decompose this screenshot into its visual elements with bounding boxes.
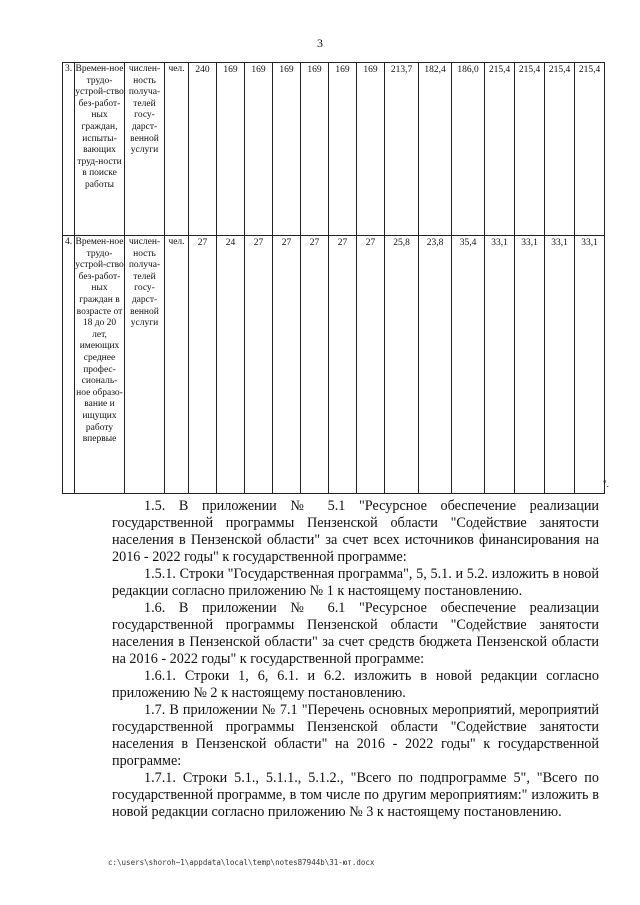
- table-row: [63, 63, 605, 236]
- table-cell: 33,1: [545, 236, 575, 494]
- paragraph-1-6-1: 1.6.1. Строки 1, 6, 6.1. и 6.2. изложить в новой редакции согласно приложению № 2 к настоящему постановлению.: [112, 668, 599, 701]
- table-cell: 27: [273, 236, 301, 494]
- row-indicator: числен-ность получа-телей госу-дарст-венной услуги: [125, 236, 165, 494]
- table-cell: 169: [273, 63, 301, 236]
- footer-file-path: c:\users\shoroh~1\appdata\local\temp\notes87944b\31-ют.docx: [108, 858, 375, 867]
- row-indicator: числен-ность получа-телей госу-дарст-венной услуги: [125, 63, 165, 236]
- table-cell: 215,4: [545, 63, 575, 236]
- row-unit: чел.: [165, 236, 189, 494]
- table-cell: 25,8: [385, 236, 419, 494]
- row-name: Времен-ное трудо-устрой-ство без-работ-ных граждан, испыты-вающих труд-ности в поиске работы: [75, 63, 125, 236]
- indicators-table: [62, 62, 605, 494]
- row-unit: чел.: [165, 63, 189, 236]
- table-cell: 169: [357, 63, 385, 236]
- paragraph-1-5-1: 1.5.1. Строки "Государственная программа", 5, 5.1. и 5.2. изложить в новой редакции согласно приложению № 1 к настоящему постановлению.: [112, 566, 599, 599]
- table-cell: 182,4: [419, 63, 452, 236]
- table-cell: 24: [217, 236, 245, 494]
- table-cell: 27: [189, 236, 217, 494]
- table-cell: 215,4: [575, 63, 605, 236]
- table-cell: 169: [329, 63, 357, 236]
- page-number: 3: [317, 36, 323, 50]
- table-cell: 169: [217, 63, 245, 236]
- stray-mark: ".: [603, 479, 609, 489]
- table-cell: 23,8: [419, 236, 452, 494]
- table-cell: 33,1: [575, 236, 605, 494]
- table-cell: 215,4: [515, 63, 545, 236]
- table-cell: 213,7: [385, 63, 419, 236]
- table-cell: 169: [245, 63, 273, 236]
- table-cell: 240: [189, 63, 217, 236]
- table-cell: 27: [357, 236, 385, 494]
- table-cell: 33,1: [515, 236, 545, 494]
- table-cell: 169: [301, 63, 329, 236]
- paragraph-1-5: 1.5. В приложении № 5.1 "Ресурсное обеспечение реализации государственной программы Пензенской области "Содействие занятости населения в Пензенской области" за счет всех источников финансирования на 2016 - 2022 годы" к государственной программе:: [112, 498, 599, 565]
- table-cell: 35,4: [452, 236, 485, 494]
- table-cell: 33,1: [485, 236, 515, 494]
- paragraph-1-7: 1.7. В приложении № 7.1 "Перечень основных мероприятий, мероприятий государственной программы Пензенской области "Содействие занятости населения в Пензенской области" на 2016 - 2022 годы" к государственной программе:: [112, 702, 599, 769]
- row-name: Времен-ное трудо-устрой-ство без-работ-ных граждан в возрасте от 18 до 20 лет, имеющих среднее профес-сиональ-ное образо-вание и ищущих работу впервые: [75, 236, 125, 494]
- row-index: 4.: [63, 236, 75, 494]
- table-cell: 27: [301, 236, 329, 494]
- table-row: [63, 236, 605, 494]
- table-cell: 27: [245, 236, 273, 494]
- table-cell: 186,0: [452, 63, 485, 236]
- row-index: 3.: [63, 63, 75, 236]
- table-cell: 27: [329, 236, 357, 494]
- table-cell: 215,4: [485, 63, 515, 236]
- paragraph-1-7-1: 1.7.1. Строки 5.1., 5.1.1., 5.1.2., "Всего по подпрограмме 5", "Всего по государственной программе, в том числе по другим мероприятиям:" изложить в новой редакции согласно приложению № 3 к настоящему постановлению.: [112, 770, 599, 820]
- paragraph-1-6: 1.6. В приложении № 6.1 "Ресурсное обеспечение реализации государственной программы Пензенской области "Содействие занятости населения в Пензенской области" за счет средств бюджета Пензенской области на 2016 - 2022 годы" к государственной программе:: [112, 600, 599, 667]
